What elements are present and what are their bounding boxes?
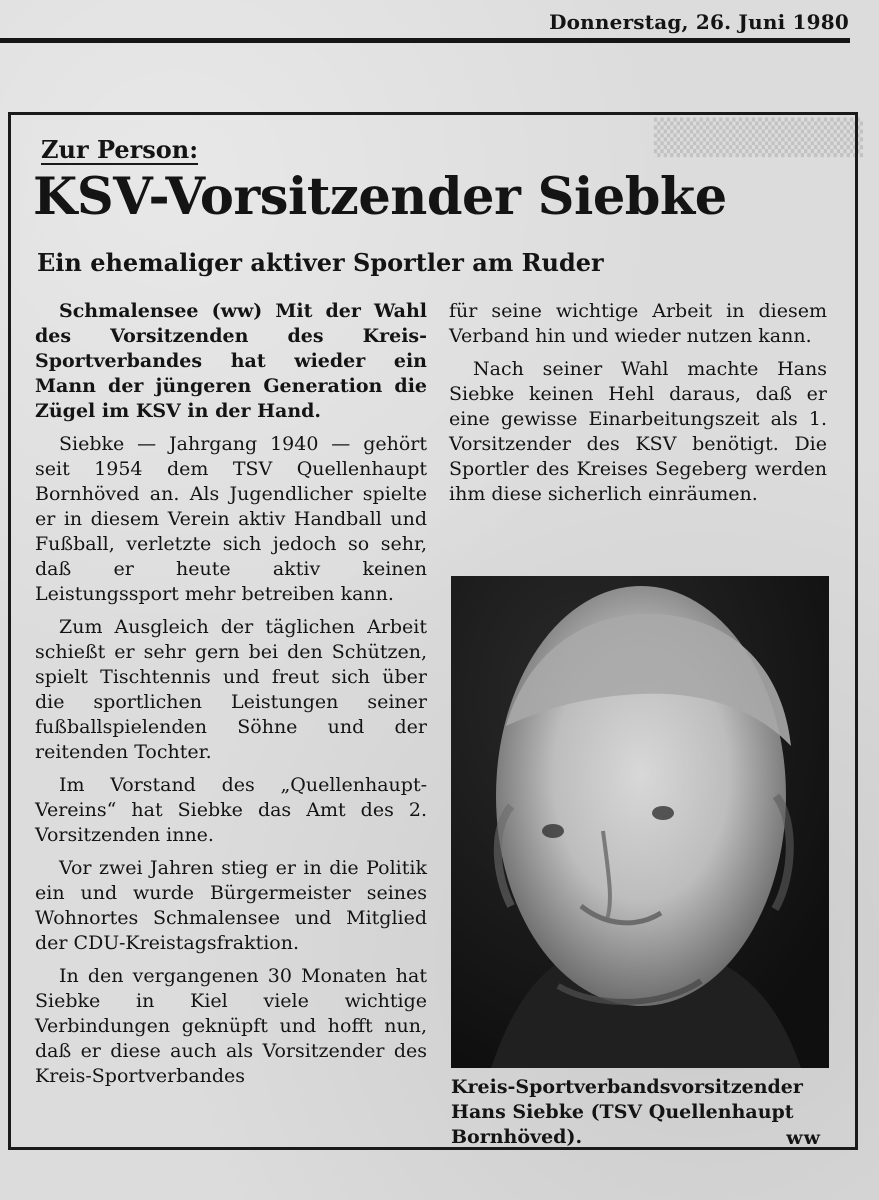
photo-caption: Kreis-Sportverbandsvorsitzender Hans Siebke (TSV Quellenhaupt Bornhöved). [451,1076,803,1148]
article-subheadline: Ein ehemaliger aktiver Sportler am Ruder [37,248,604,277]
lead-paragraph: Schmalensee (ww) Mit der Wahl des Vorsitzenden des Kreis-Sportverbandes hat wieder ein Mann der jüngeren Generation die Zügel im KSV in der Hand. [35,300,427,422]
header-rule [0,38,850,43]
date-line: Donnerstag, 26. Juni 1980 [549,10,849,34]
article-headline: KSV-Vorsitzender Siebke [33,167,727,227]
photo-credit: ww [786,1127,821,1149]
body-paragraph: Im Vorstand des „Quellenhaupt-Vereins“ hat Siebke das Amt des 2. Vorsitzenden inne. [35,774,427,846]
bleed-through-texture: ▒▒▒▒▒▒▒▒ [653,118,863,158]
body-paragraph: Nach seiner Wahl machte Hans Siebke keinen Hehl daraus, daß er eine gewisse Einarbeitungszeit als 1. Vorsitzender des KSV benötigt. Die Sportler des Kreises Segeberg werden ihm diese sicherlich einräumen. [449,358,827,505]
body-paragraph: für seine wichtige Arbeit in diesem Verband hin und wieder nutzen kann. [449,300,827,347]
right-column [449,299,827,515]
body-paragraph: Siebke — Jahrgang 1940 — gehört seit 1954 dem TSV Quellenhaupt Bornhöved an. Als Jugendlicher spielte er in diesem Verein aktiv Handball und Fußball, verletzte sich jedoch so sehr, daß er heute aktiv keinen Leistungssport mehr betreiben kann. [35,433,427,605]
article-kicker: Zur Person: [41,135,199,164]
body-paragraph: In den vergangenen 30 Monaten hat Siebke in Kiel viele wichtige Verbindungen geknüpft und hofft nun, daß er diese auch als Vorsitzender des Kreis-Sportverbandes [35,965,427,1087]
left-column [35,299,427,1097]
article-frame [8,112,858,1150]
portrait-photo-graphic [451,576,829,1068]
portrait-photo [451,576,829,1068]
body-paragraph: Zum Ausgleich der täglichen Arbeit schießt er sehr gern bei den Schützen, spielt Tischtennis und freut sich über die sportlichen Leistungen seiner fußballspielenden Söhne und der reitenden Tochter. [35,616,427,763]
body-paragraph: Vor zwei Jahren stieg er in die Politik ein und wurde Bürgermeister seines Wohnortes Schmalensee und Mitglied der CDU-Kreistagsfraktion. [35,857,427,954]
